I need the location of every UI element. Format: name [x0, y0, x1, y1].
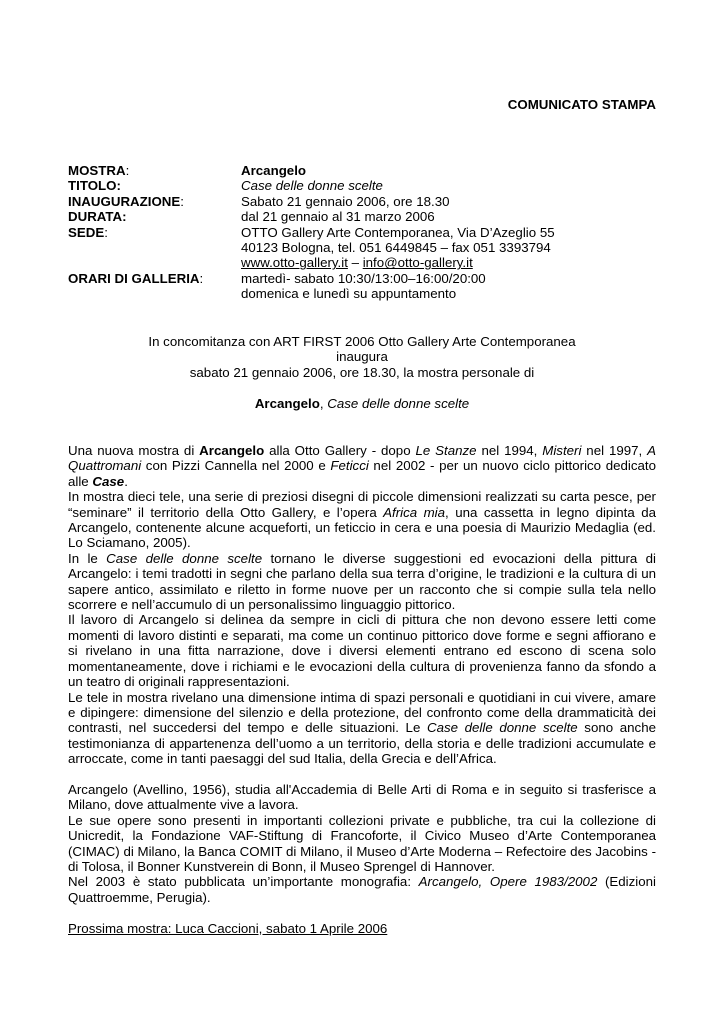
label-mostra-colon: :: [125, 163, 130, 178]
body-paragraph-4: Il lavoro di Arcangelo si delinea da sempre in cicli di pittura che non devono essere letti come momenti di lavoro distinti e separati, ma come un continuo pittorico dove forme e segni affiorano e si rivelano in una fitta narrazione, dove i diversi elementi entrano ed escono di scena solo momentaneamente, dove i richiami e le evocazioni della cultura di provenienza fanno da sfondo a un teatro di originali rappresentazioni.: [68, 612, 656, 690]
value-durata: dal 21 gennaio al 31 marzo 2006: [241, 209, 435, 225]
value-sede-links: [241, 255, 668, 270]
value-inaugurazione: Sabato 21 gennaio 2006, ore 18.30: [241, 193, 450, 209]
info-row-titolo: [68, 178, 668, 193]
value-sede-address: OTTO Gallery Arte Contemporanea, Via D’Azeglio 55: [241, 224, 555, 240]
links-separator: –: [347, 255, 363, 271]
label-sede-colon: :: [104, 224, 108, 240]
label-sede: SEDE: [68, 224, 105, 240]
info-row-orari: [68, 271, 668, 302]
paragraph-gap: [68, 905, 656, 920]
body-paragraph-2: In mostra dieci tele, una serie di preziosi disegni di piccole dimensioni realizzati su carta pesce, per “seminare” il territorio della Otto Gallery, e l’opera Africa mia, una cassetta in legno dipinta da Arcangelo, contenente alcune acqueforti, un feticcio in cera e una poesia di Maurizio Medaglia (ed. Lo Sciamano, 2005).: [68, 489, 656, 551]
exhibition-title-line: [68, 396, 656, 411]
info-row-mostra: [68, 163, 668, 178]
body-paragraph-3: In le Case delle donne scelte tornano le diverse suggestioni ed evocazioni della pittura di Arcangelo: i temi tradotti in segni che parlano della sua terra d’origine, le tradizioni e la cultura di un sapere antico, assimilato e riletto in forme nuove per un racconto che si compie sulla tela nello scorrere e nell’accumulo di un personalissimo linguaggio pittorico.: [68, 550, 656, 613]
label-inaugurazione-colon: :: [180, 193, 184, 209]
body-paragraph-1: Una nuova mostra di Arcangelo alla Otto Gallery - dopo Le Stanze nel 1994, Misteri nel 1997, A Quattromani con Pizzi Cannella nel 2000 e Feticci nel 2002 - per un nuovo ciclo pittorico dedicato alle Case.: [68, 443, 656, 489]
intro-line-1: In concomitanza con ART FIRST 2006 Otto Gallery Arte Contemporanea: [148, 334, 576, 349]
body-paragraph-5: Le tele in mostra rivelano una dimensione intima di spazi personali e quotidiani in cui vivere, amare e dipingere: dimensione del silenzio e della protezione, del confronto come della drammaticità dei contrasti, nel succedersi del tempo e delle situazioni. Le Case delle donne scelte sono anche testimonianza di appartenenza dell’uomo a un territorio, della storia e delle tradizioni accumulate e arroccate, come in tanti paesaggi del sud Italia, della Grecia e dell’Africa.: [68, 689, 656, 767]
intro-title-separator: ,: [319, 396, 328, 411]
intro-line-3: sabato 21 gennaio 2006, ore 18.30, la mostra personale di: [189, 364, 535, 380]
info-row-durata: [68, 209, 668, 224]
label-orari: ORARI DI GALLERIA: [68, 270, 200, 286]
value-titolo: Case delle donne scelte: [241, 178, 383, 194]
value-mostra: Arcangelo: [241, 163, 307, 178]
body-paragraph-monograph: Nel 2003 è stato pubblicata un’importante monografia: Arcangelo, Opere 1983/2002 (Edizioni Quattroemme, Perugia).: [68, 874, 656, 905]
value-orari-weekdays: martedì- sabato 10:30/13:00–16:00/20:00: [241, 270, 486, 286]
exhibition-info-block: [68, 163, 668, 302]
paragraph-gap: [68, 767, 656, 782]
value-sede-contacts: 40123 Bologna, tel. 051 6449845 – fax 051 3393794: [241, 240, 551, 256]
label-titolo: TITOLO:: [68, 178, 121, 194]
next-exhibition-text: Prossima mostra: Luca Caccioni, sabato 1 Aprile 2006: [68, 920, 388, 936]
website-link[interactable]: www.otto-gallery.it: [241, 255, 348, 271]
info-row-sede: [68, 225, 668, 271]
label-orari-colon: :: [199, 270, 204, 286]
info-row-inaugurazione: [68, 194, 668, 209]
label-mostra: MOSTRA: [68, 163, 126, 178]
body-paragraph-bio: Arcangelo (Avellino, 1956), studia all'Accademia di Belle Arti di Roma e in seguito si trasferisce a Milano, dove attualmente vive a lavora.: [68, 781, 656, 813]
intro-line-2: inaugura: [336, 349, 388, 365]
intro-show-title: Case delle donne scelte: [327, 396, 470, 411]
value-orari-weekend: domenica e lunedì su appuntamento: [241, 286, 457, 302]
label-inaugurazione: INAUGURAZIONE: [68, 193, 181, 209]
email-link[interactable]: info@otto-gallery.it: [362, 255, 473, 271]
intro-announcement: [68, 334, 656, 380]
intro-artist-name: Arcangelo: [254, 396, 320, 411]
press-release-body: [68, 443, 656, 936]
label-durata: DURATA:: [68, 209, 127, 225]
document-heading: COMUNICATO STAMPA: [507, 97, 656, 112]
body-paragraph-collections: Le sue opere sono presenti in importanti collezioni private e pubbliche, tra cui la collezione di Unicredit, la Fondazione VAF-Stiftung di Francoforte, il Civico Museo d’Arte Contemporanea (CIMAC) di Milano, la Banca COMIT di Milano, il Museo d’Arte Moderna – Refectoire des Jacobins - di Tolosa, il Bonner Kunstverein di Bonn, il Museo Sprengel di Hannover.: [68, 812, 656, 874]
next-exhibition-note: [68, 921, 656, 936]
